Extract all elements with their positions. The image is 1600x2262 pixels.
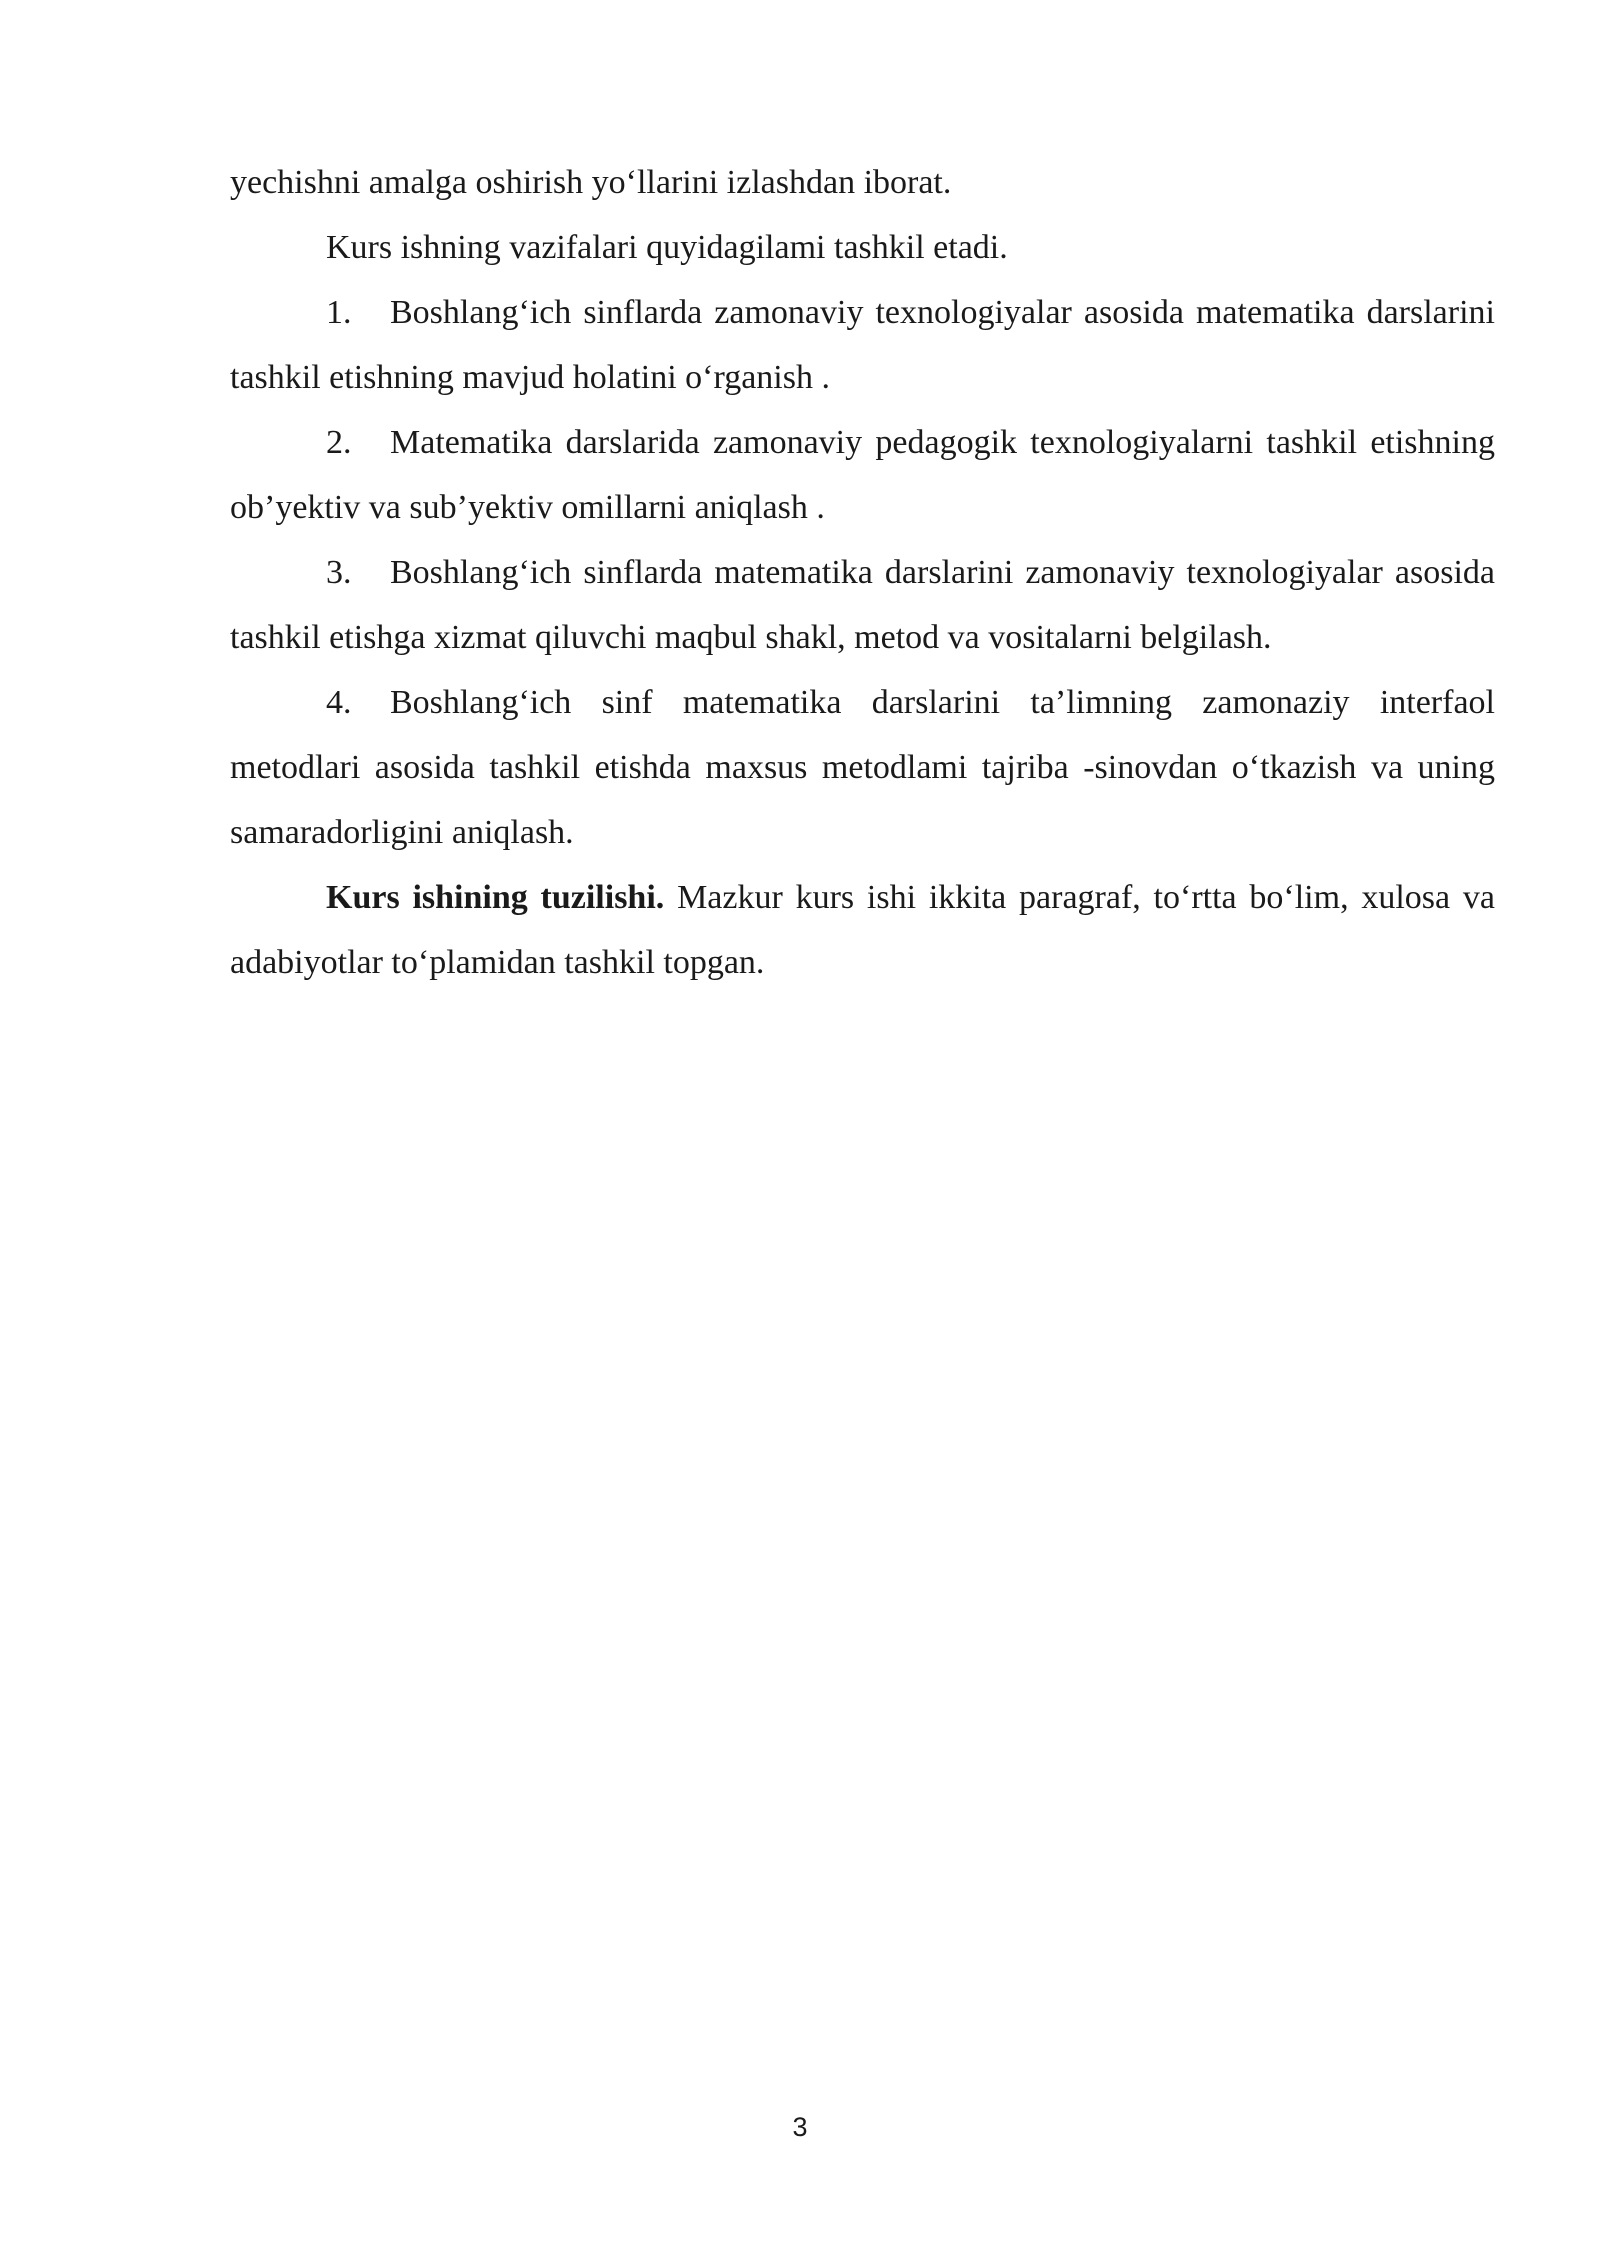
list-item bbox=[230, 280, 1495, 410]
body-text bbox=[230, 150, 1495, 995]
list-item-number: 1. bbox=[326, 294, 352, 331]
list-item bbox=[230, 410, 1495, 540]
list-item-text: Boshlang‘ich sinflarda matematika darslarini zamonaviy texnologiyalar asosida tashkil etishga xizmat qiluvchi maqbul shakl, metod va vositalarni belgilash. bbox=[230, 554, 1495, 656]
list-item-text: Matematika darslarida zamonaviy pedagogik texnologiyalarni tashkil etishning ob’yektiv va sub’yektiv omillarni aniqlash . bbox=[230, 424, 1495, 526]
list-item-number: 3. bbox=[326, 554, 352, 591]
list-item-number: 2. bbox=[326, 424, 352, 461]
paragraph-structure bbox=[230, 865, 1495, 995]
paragraph-tasks-intro: Kurs ishning vazifalari quyidagilami tashkil etadi. bbox=[326, 229, 1008, 266]
list-item-text: Boshlang‘ich sinflarda zamonaviy texnologiyalar asosida matematika darslarini tashkil etishning mavjud holatini o‘rganish . bbox=[230, 294, 1495, 396]
list-item bbox=[230, 670, 1495, 865]
paragraph-continuation: yechishni amalga oshirish yo‘llarini izlashdan iborat. bbox=[230, 164, 952, 201]
list-item-text: Boshlang‘ich sinf matematika darslarini ta’limning zamonaziy interfaol metodlari asosida tashkil etishda maxsus metodlami tajriba -sinovdan o‘tkazish va uning samaradorligini aniqlash. bbox=[230, 684, 1495, 851]
structure-heading: Kurs ishining tuzilishi. bbox=[326, 879, 665, 916]
structure-text: Mazkur kurs ishi ikkita paragraf, to‘rtta bo‘lim, xulosa va adabiyotlar to‘plamidan tashkil topgan. bbox=[230, 879, 1495, 981]
page-number: 3 bbox=[792, 2112, 808, 2142]
list-item-number: 4. bbox=[326, 684, 352, 721]
list-item bbox=[230, 540, 1495, 670]
